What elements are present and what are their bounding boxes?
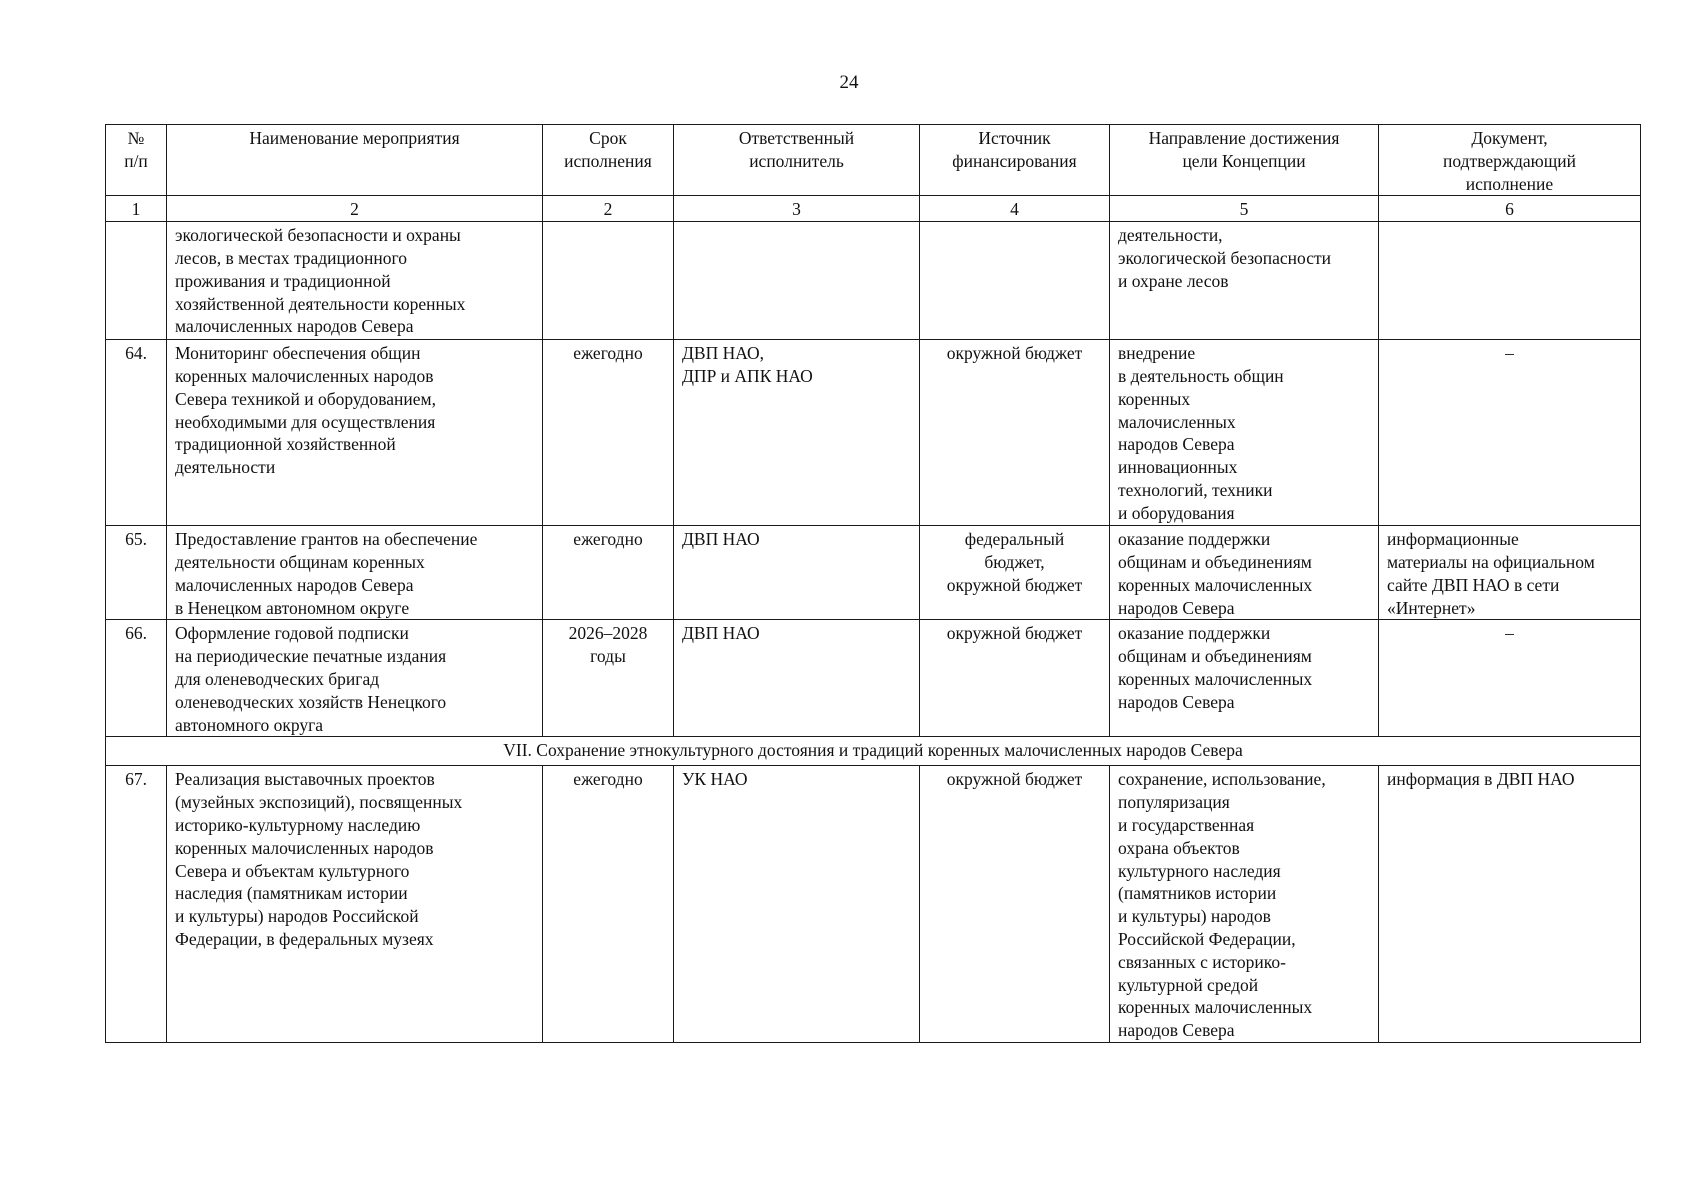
header-document: Документ, подтверждающий исполнение — [1379, 125, 1641, 196]
row-term: ежегодно — [543, 526, 674, 620]
header-responsible: Ответственный исполнитель — [674, 125, 920, 196]
row-document: информация в ДВП НАО — [1379, 766, 1641, 1043]
row-term: ежегодно — [543, 340, 674, 526]
header-direction: Направление достижения цели Концепции — [1110, 125, 1379, 196]
row-source: федеральный бюджет, окружной бюджет — [920, 526, 1110, 620]
table-row-66 — [106, 620, 1641, 737]
row-num — [106, 222, 167, 340]
row-source: окружной бюджет — [920, 620, 1110, 737]
row-name: Оформление годовой подписки на периодические печатные издания для оленеводческих бригад оленеводческих хозяйств Ненецкого автономного округа — [167, 620, 543, 737]
row-num: 66. — [106, 620, 167, 737]
row-direction: оказание поддержки общинам и объединениям коренных малочисленных народов Севера — [1110, 526, 1379, 620]
column-number: 2 — [167, 196, 543, 222]
row-name: Реализация выставочных проектов (музейных экспозиций), посвященных историко-культурному наследию коренных малочисленных народов Севера и объектам культурного наследия (памятникам истории и культуры) народов Российской Федерации, в федеральных музеях — [167, 766, 543, 1043]
row-direction: оказание поддержки общинам и объединениям коренных малочисленных народов Севера — [1110, 620, 1379, 737]
row-name: Предоставление грантов на обеспечение деятельности общинам коренных малочисленных народов Севера в Ненецком автономном округе — [167, 526, 543, 620]
row-direction: деятельности, экологической безопасности и охране лесов — [1110, 222, 1379, 340]
column-number: 6 — [1379, 196, 1641, 222]
row-document: информационные материалы на официальном сайте ДВП НАО в сети «Интернет» — [1379, 526, 1641, 620]
row-direction: внедрение в деятельность общин коренных малочисленных народов Севера инновационных технологий, техники и оборудования — [1110, 340, 1379, 526]
column-number: 2 — [543, 196, 674, 222]
header-source: Источник финансирования — [920, 125, 1110, 196]
row-responsible: УК НАО — [674, 766, 920, 1043]
row-responsible: ДВП НАО — [674, 620, 920, 737]
row-term: 2026–2028 годы — [543, 620, 674, 737]
page-number: 24 — [839, 72, 859, 93]
section-row — [106, 737, 1641, 766]
row-direction: сохранение, использование, популяризация и государственная охрана объектов культурного наследия (памятников истории и культуры) народов Российской Федерации, связанных с историко- культурной средой коренных малочисленных народов Севера — [1110, 766, 1379, 1043]
row-responsible — [674, 222, 920, 340]
row-num: 67. — [106, 766, 167, 1043]
table-row-continued — [106, 222, 1641, 340]
row-num: 65. — [106, 526, 167, 620]
section-title: VII. Сохранение этнокультурного достояния и традиций коренных малочисленных народов Севера — [106, 737, 1641, 766]
activities-table — [105, 124, 1641, 1043]
row-document: – — [1379, 340, 1641, 526]
header-term: Срок исполнения — [543, 125, 674, 196]
row-responsible: ДВП НАО — [674, 526, 920, 620]
row-num: 64. — [106, 340, 167, 526]
row-document: – — [1379, 620, 1641, 737]
header-row — [106, 125, 1641, 196]
row-name: экологической безопасности и охраны лесов, в местах традиционного проживания и традиционной хозяйственной деятельности коренных малочисленных народов Севера — [167, 222, 543, 340]
column-numbers-row — [106, 196, 1641, 222]
column-number: 1 — [106, 196, 167, 222]
row-name: Мониторинг обеспечения общин коренных малочисленных народов Севера техникой и оборудованием, необходимыми для осуществления традиционной хозяйственной деятельности — [167, 340, 543, 526]
row-source: окружной бюджет — [920, 340, 1110, 526]
row-responsible: ДВП НАО, ДПР и АПК НАО — [674, 340, 920, 526]
table-row-64 — [106, 340, 1641, 526]
column-number: 5 — [1110, 196, 1379, 222]
row-source: окружной бюджет — [920, 766, 1110, 1043]
header-num: № п/п — [106, 125, 167, 196]
table-row-67 — [106, 766, 1641, 1043]
row-term: ежегодно — [543, 766, 674, 1043]
table-row-65 — [106, 526, 1641, 620]
row-term — [543, 222, 674, 340]
row-source — [920, 222, 1110, 340]
column-number: 3 — [674, 196, 920, 222]
header-name: Наименование мероприятия — [167, 125, 543, 196]
row-document — [1379, 222, 1641, 340]
column-number: 4 — [920, 196, 1110, 222]
